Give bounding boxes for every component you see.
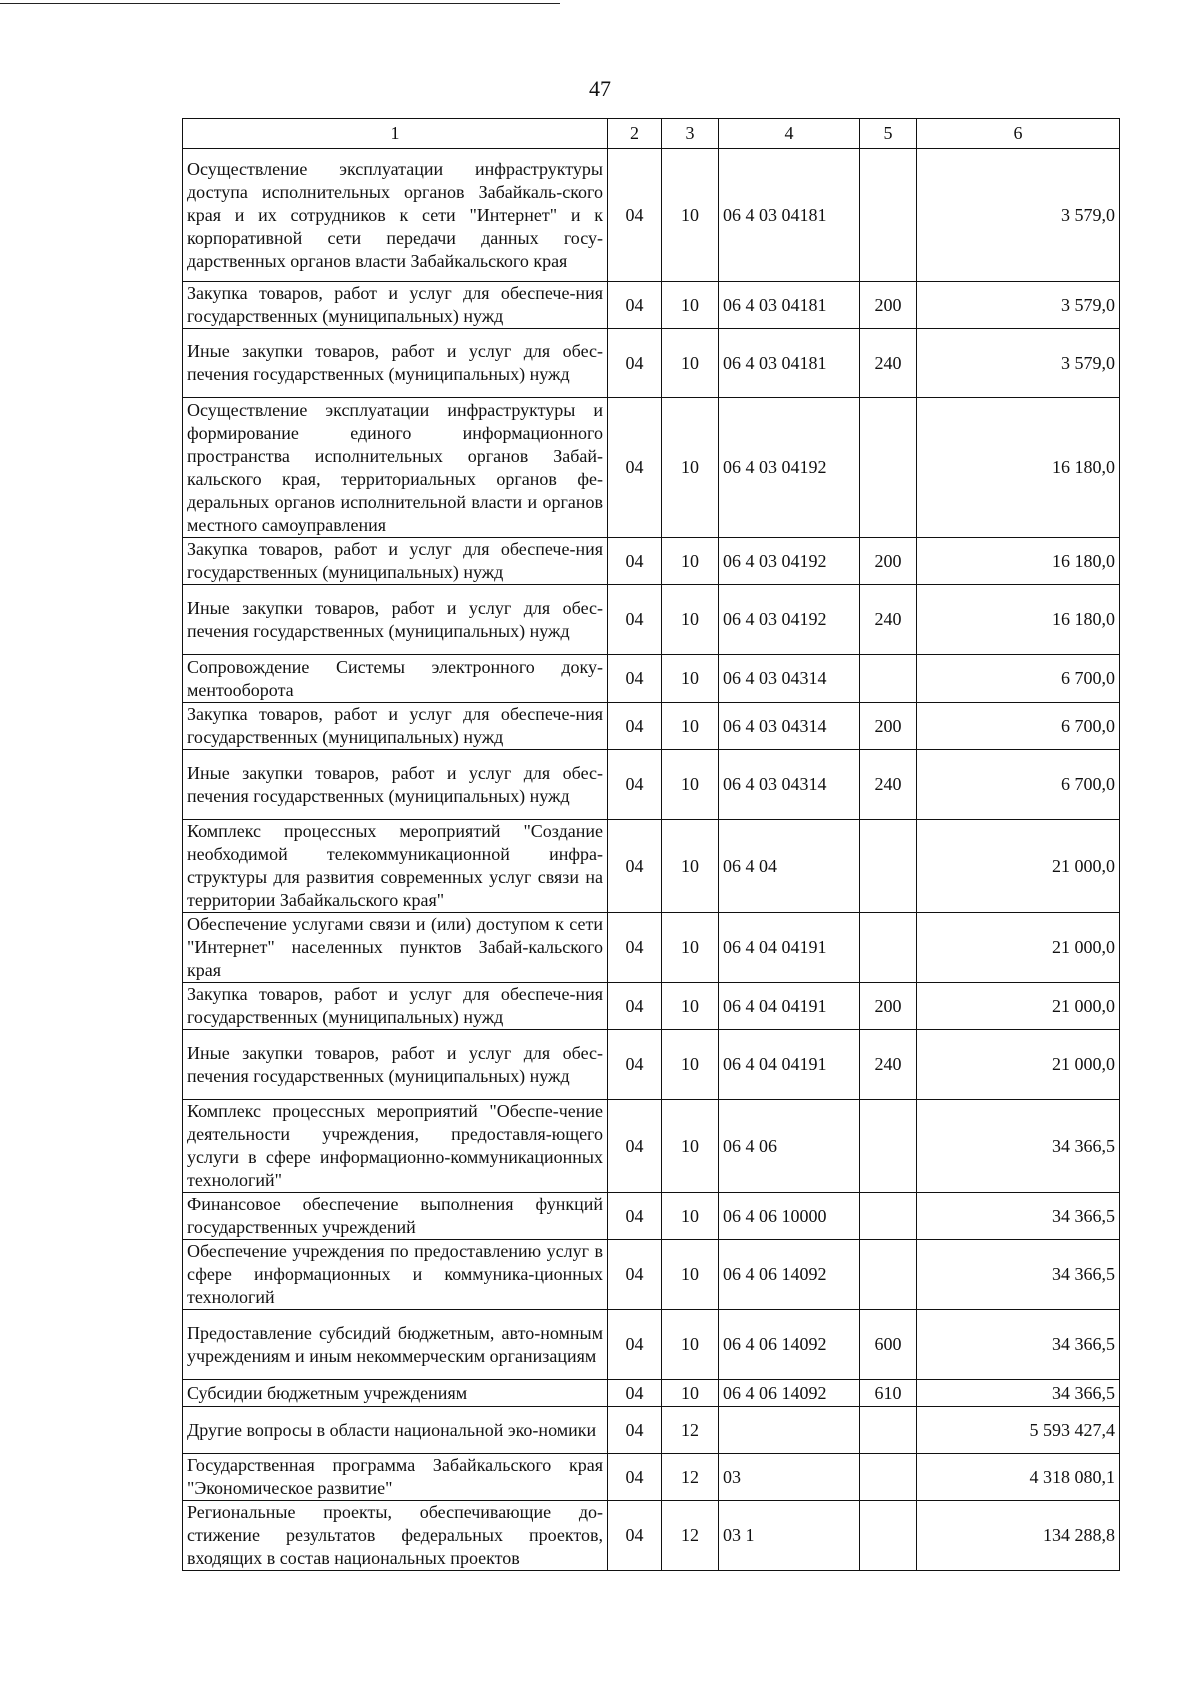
row-subsection: 10 (662, 329, 719, 398)
row-amount: 21 000,0 (917, 820, 1120, 913)
row-subsection: 10 (662, 282, 719, 329)
row-expense-type: 610 (860, 1380, 917, 1407)
row-amount: 34 366,5 (917, 1310, 1120, 1380)
row-expense-type (860, 913, 917, 983)
row-subsection: 10 (662, 655, 719, 703)
row-subsection: 10 (662, 1100, 719, 1193)
table-row (183, 1030, 1120, 1100)
header-row (183, 119, 1120, 149)
row-target-code: 06 4 04 (719, 820, 860, 913)
row-name: Осуществление эксплуатации инфраструктуры и формирование единого информационного пространства исполнительных органов Забай-кальского края, территориальных органов фе-деральных органов исполнительной власти и органов местного самоуправления (183, 398, 608, 538)
row-amount: 3 579,0 (917, 329, 1120, 398)
row-subsection: 10 (662, 149, 719, 282)
page-number: 47 (589, 76, 611, 101)
row-target-code: 06 4 04 04191 (719, 913, 860, 983)
row-section: 04 (608, 1310, 662, 1380)
row-subsection: 10 (662, 1240, 719, 1310)
row-section: 04 (608, 1380, 662, 1407)
row-expense-type (860, 1240, 917, 1310)
row-section: 04 (608, 1030, 662, 1100)
row-section: 04 (608, 538, 662, 585)
table-row (183, 282, 1120, 329)
row-amount: 4 318 080,1 (917, 1454, 1120, 1501)
row-subsection: 10 (662, 750, 719, 820)
table-row (183, 398, 1120, 538)
row-amount: 16 180,0 (917, 398, 1120, 538)
row-target-code: 06 4 06 (719, 1100, 860, 1193)
row-target-code: 06 4 03 04181 (719, 329, 860, 398)
row-name: Осуществление эксплуатации инфраструктуры доступа исполнительных органов Забайкаль-ского края и их сотрудников к сети "Интернет" и к корпоративной сети передачи данных госу-дарственных органов власти Забайкальского края (183, 149, 608, 282)
table-row (183, 983, 1120, 1030)
row-amount: 21 000,0 (917, 913, 1120, 983)
table-row (183, 1501, 1120, 1571)
row-amount: 3 579,0 (917, 149, 1120, 282)
header-col-6: 6 (917, 119, 1120, 149)
row-expense-type (860, 149, 917, 282)
row-subsection: 10 (662, 1030, 719, 1100)
row-expense-type (860, 1407, 917, 1454)
header-col-5: 5 (860, 119, 917, 149)
row-target-code: 06 4 03 04192 (719, 585, 860, 655)
row-subsection: 12 (662, 1454, 719, 1501)
row-subsection: 12 (662, 1501, 719, 1571)
table-row (183, 820, 1120, 913)
row-section: 04 (608, 1240, 662, 1310)
table-row (183, 703, 1120, 750)
row-expense-type: 240 (860, 750, 917, 820)
row-target-code: 06 4 06 14092 (719, 1310, 860, 1380)
row-name: Иные закупки товаров, работ и услуг для обес-печения государственных (муниципальных) нужд (183, 1030, 608, 1100)
top-edge-rule (0, 3, 560, 4)
header-col-4: 4 (719, 119, 860, 149)
row-section: 04 (608, 398, 662, 538)
row-section: 04 (608, 1407, 662, 1454)
row-section: 04 (608, 983, 662, 1030)
row-section: 04 (608, 1100, 662, 1193)
row-name: Предоставление субсидий бюджетным, авто-номным учреждениям и иным некоммерческим организациям (183, 1310, 608, 1380)
row-name: Иные закупки товаров, работ и услуг для обес-печения государственных (муниципальных) нужд (183, 750, 608, 820)
row-target-code: 03 1 (719, 1501, 860, 1571)
row-name: Сопровождение Системы электронного доку-ментооборота (183, 655, 608, 703)
row-section: 04 (608, 750, 662, 820)
budget-table (182, 118, 1120, 1571)
row-target-code: 06 4 06 14092 (719, 1240, 860, 1310)
row-expense-type: 200 (860, 282, 917, 329)
row-section: 04 (608, 282, 662, 329)
row-expense-type: 200 (860, 538, 917, 585)
row-expense-type (860, 398, 917, 538)
row-name: Комплекс процессных мероприятий "Создание необходимой телекоммуникационной инфра-структуры для развития современных услуг связи на территории Забайкальского края" (183, 820, 608, 913)
row-amount: 34 366,5 (917, 1380, 1120, 1407)
row-name: Другие вопросы в области национальной эко-номики (183, 1407, 608, 1454)
row-section: 04 (608, 1454, 662, 1501)
row-amount: 134 288,8 (917, 1501, 1120, 1571)
table-row (183, 1193, 1120, 1240)
row-expense-type (860, 1501, 917, 1571)
row-section: 04 (608, 820, 662, 913)
row-amount: 3 579,0 (917, 282, 1120, 329)
row-name: Обеспечение учреждения по предоставлению услуг в сфере информационных и коммуника-ционных технологий (183, 1240, 608, 1310)
row-name: Региональные проекты, обеспечивающие до-стижение результатов федеральных проектов, входящих в состав национальных проектов (183, 1501, 608, 1571)
row-expense-type: 240 (860, 1030, 917, 1100)
row-name: Финансовое обеспечение выполнения функций государственных учреждений (183, 1193, 608, 1240)
row-target-code: 06 4 03 04314 (719, 655, 860, 703)
table-body (183, 149, 1120, 1571)
row-amount: 6 700,0 (917, 703, 1120, 750)
row-target-code: 06 4 04 04191 (719, 983, 860, 1030)
row-name: Иные закупки товаров, работ и услуг для обес-печения государственных (муниципальных) нужд (183, 329, 608, 398)
row-subsection: 10 (662, 1380, 719, 1407)
row-target-code: 03 (719, 1454, 860, 1501)
row-section: 04 (608, 329, 662, 398)
row-target-code (719, 1407, 860, 1454)
row-subsection: 10 (662, 1310, 719, 1380)
row-target-code: 06 4 03 04192 (719, 398, 860, 538)
header-col-3: 3 (662, 119, 719, 149)
row-name: Закупка товаров, работ и услуг для обеспече-ния государственных (муниципальных) нужд (183, 538, 608, 585)
row-name: Закупка товаров, работ и услуг для обеспече-ния государственных (муниципальных) нужд (183, 703, 608, 750)
row-amount: 34 366,5 (917, 1193, 1120, 1240)
row-amount: 21 000,0 (917, 983, 1120, 1030)
table-row (183, 538, 1120, 585)
row-target-code: 06 4 06 10000 (719, 1193, 860, 1240)
row-target-code: 06 4 03 04314 (719, 703, 860, 750)
row-subsection: 10 (662, 983, 719, 1030)
row-subsection: 10 (662, 585, 719, 655)
row-amount: 5 593 427,4 (917, 1407, 1120, 1454)
row-name: Субсидии бюджетным учреждениям (183, 1380, 608, 1407)
row-target-code: 06 4 04 04191 (719, 1030, 860, 1100)
row-name: Государственная программа Забайкальского края "Экономическое развитие" (183, 1454, 608, 1501)
row-target-code: 06 4 03 04314 (719, 750, 860, 820)
row-amount: 16 180,0 (917, 538, 1120, 585)
table-row (183, 585, 1120, 655)
row-section: 04 (608, 703, 662, 750)
row-amount: 16 180,0 (917, 585, 1120, 655)
row-expense-type: 600 (860, 1310, 917, 1380)
row-expense-type: 200 (860, 983, 917, 1030)
row-amount: 6 700,0 (917, 750, 1120, 820)
row-subsection: 10 (662, 398, 719, 538)
row-name: Обеспечение услугами связи и (или) доступом к сети "Интернет" населенных пунктов Забай-кальского края (183, 913, 608, 983)
row-amount: 34 366,5 (917, 1240, 1120, 1310)
row-expense-type: 200 (860, 703, 917, 750)
table-row (183, 1380, 1120, 1407)
row-name: Закупка товаров, работ и услуг для обеспече-ния государственных (муниципальных) нужд (183, 983, 608, 1030)
row-expense-type (860, 655, 917, 703)
row-target-code: 06 4 03 04192 (719, 538, 860, 585)
row-amount: 34 366,5 (917, 1100, 1120, 1193)
row-subsection: 10 (662, 538, 719, 585)
row-expense-type (860, 1100, 917, 1193)
row-subsection: 10 (662, 913, 719, 983)
row-expense-type: 240 (860, 329, 917, 398)
row-name: Комплекс процессных мероприятий "Обеспе-чение деятельности учреждения, предоставля-ющего услуги в сфере информационно-коммуникационных технологий" (183, 1100, 608, 1193)
row-expense-type (860, 1454, 917, 1501)
table-row (183, 1454, 1120, 1501)
row-subsection: 10 (662, 703, 719, 750)
header-col-2: 2 (608, 119, 662, 149)
table-row (183, 750, 1120, 820)
row-expense-type: 240 (860, 585, 917, 655)
row-target-code: 06 4 03 04181 (719, 149, 860, 282)
table-row (183, 1310, 1120, 1380)
row-section: 04 (608, 655, 662, 703)
row-section: 04 (608, 1193, 662, 1240)
row-expense-type (860, 1193, 917, 1240)
table-row (183, 1100, 1120, 1193)
row-name: Иные закупки товаров, работ и услуг для обес-печения государственных (муниципальных) нужд (183, 585, 608, 655)
row-target-code: 06 4 06 14092 (719, 1380, 860, 1407)
table-row (183, 1407, 1120, 1454)
row-section: 04 (608, 1501, 662, 1571)
row-amount: 6 700,0 (917, 655, 1120, 703)
table-row (183, 655, 1120, 703)
row-amount: 21 000,0 (917, 1030, 1120, 1100)
row-name: Закупка товаров, работ и услуг для обеспече-ния государственных (муниципальных) нужд (183, 282, 608, 329)
row-expense-type (860, 820, 917, 913)
row-target-code: 06 4 03 04181 (719, 282, 860, 329)
row-section: 04 (608, 913, 662, 983)
row-section: 04 (608, 149, 662, 282)
table-row (183, 913, 1120, 983)
table-row (183, 329, 1120, 398)
row-section: 04 (608, 585, 662, 655)
row-subsection: 10 (662, 820, 719, 913)
row-subsection: 10 (662, 1193, 719, 1240)
table-row (183, 149, 1120, 282)
table-row (183, 1240, 1120, 1310)
row-subsection: 12 (662, 1407, 719, 1454)
header-col-1: 1 (183, 119, 608, 149)
